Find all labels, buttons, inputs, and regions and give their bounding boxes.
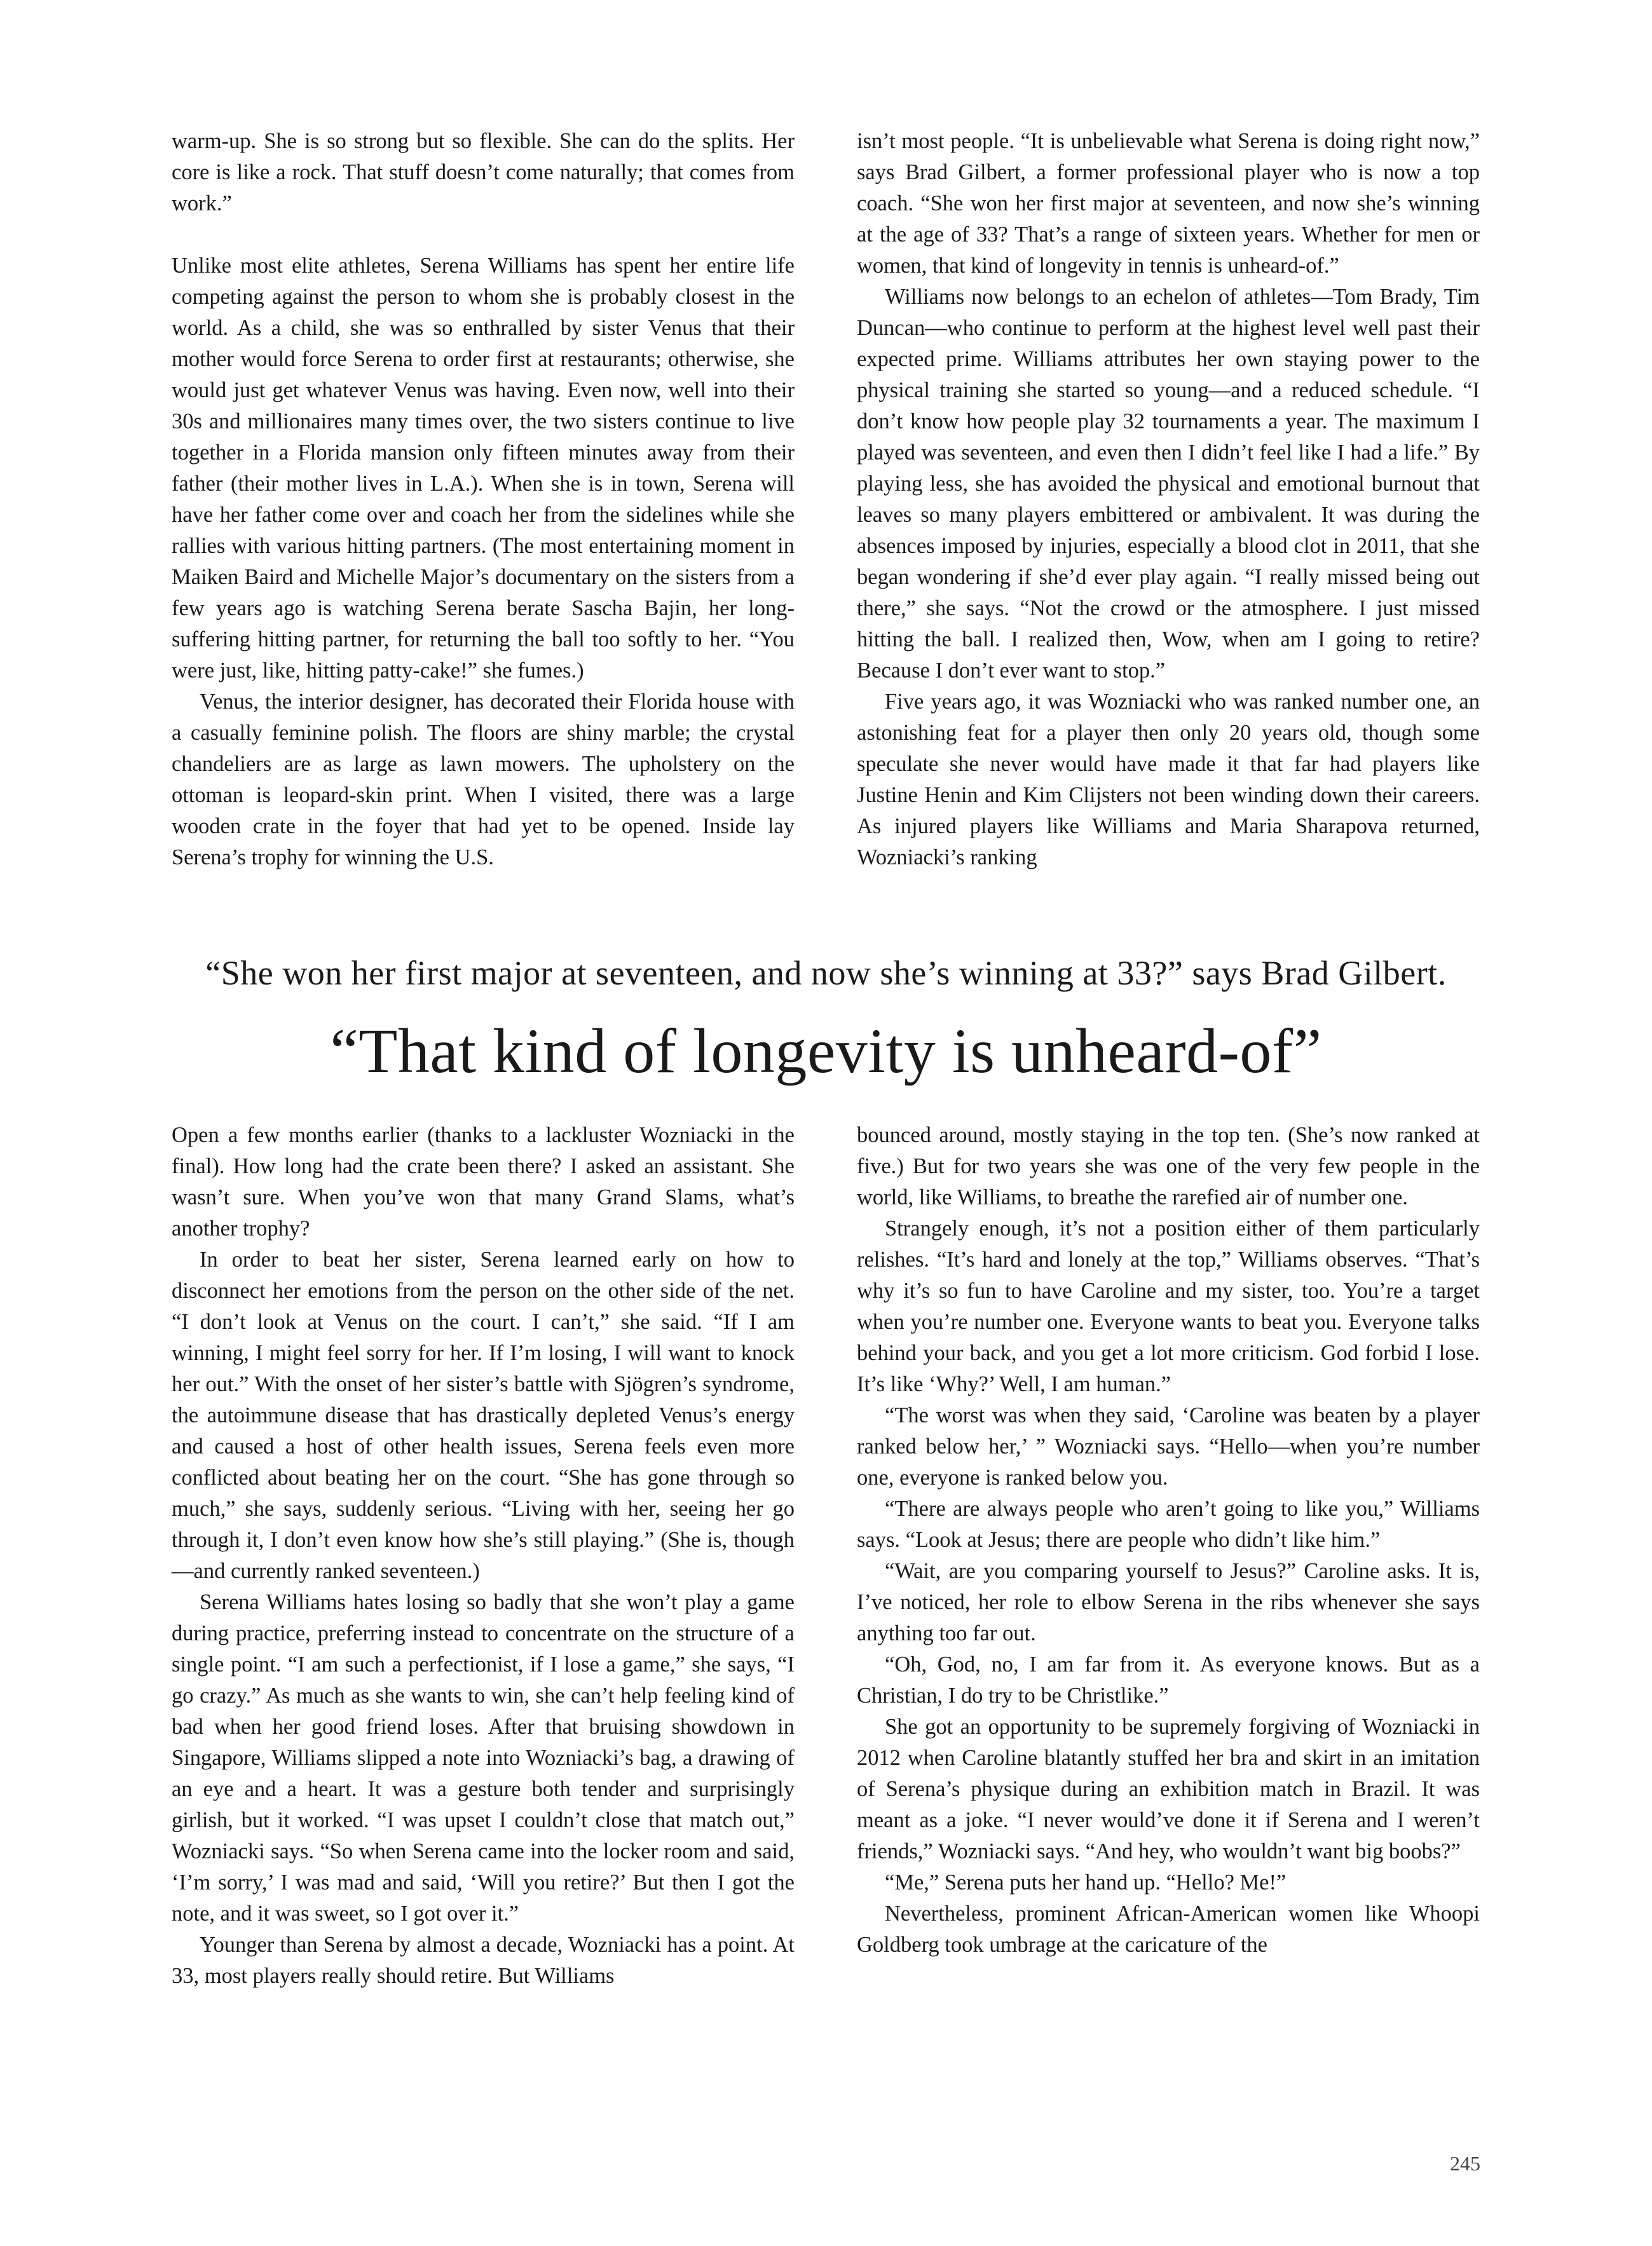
article-column-top-right (857, 126, 1480, 873)
paragraph: In order to beat her sister, Serena learned early on how to disconnect her emotions from the person on the other side of the net. “I don’t look at Venus on the court. I can’t,” she said. “If I am winning, I might feel sorry for her. If I’m losing, I will want to knock her out.” With the onset of her sister’s battle with Sjögren’s syndrome, the autoimmune disease that has drastically depleted Venus’s energy and caused a host of other health issues, Serena feels even more conflicted about beating her on the court. “She has gone through so much,” she says, suddenly serious. “Living with her, seeing her go through it, I don’t even know how she’s still playing.” (She is, though—and currently ranked seventeen.) (172, 1248, 795, 1583)
paragraph: “The worst was when they said, ‘Caroline was beaten by a player ranked below her,’ ” Wozniacki says. “Hello—when you’re number one, everyone is ranked below you. (857, 1403, 1480, 1490)
paragraph: isn’t most people. “It is unbelievable what Serena is doing right now,” says Brad Gilbert, a former professional player who is now a top coach. “She won her first major at seventeen, and now she’s winning at the age of 33? That’s a range of sixteen years. Whether for men or women, that kind of longevity in tennis is unheard-of.” (857, 129, 1480, 278)
paragraph: Venus, the interior designer, has decorated their Florida house with a casually feminine polish. The floors are shiny marble; the crystal chandeliers are as large as lawn mowers. The upholstery on the ottoman is leopard-skin print. When I visited, there was a large wooden crate in the foyer that had yet to be opened. Inside lay Serena’s trophy for winning the U.S. (172, 690, 795, 869)
paragraph: Serena Williams hates losing so badly that she won’t play a game during practice, preferring instead to concentrate on the structure of a single point. “I am such a perfectionist, if I lose a game,” she says, “I go crazy.” As much as she wants to win, she can’t help feeling kind of bad when her good friend loses. After that bruising showdown in Singapore, Williams slipped a note into Wozniacki’s bag, a drawing of an eye and a heart. It was a gesture both tender and surprisingly girlish, but it worked. “I was upset I couldn’t close that match out,” Wozniacki says. “So when Serena came into the locker room and said, ‘I’m sorry,’ I was mad and said, ‘Will you retire?’ But then I got the note, and it was sweet, so I got over it.” (172, 1590, 795, 1926)
paragraph: Williams now belongs to an echelon of athletes—Tom Brady, Tim Duncan—who continue to perform at the highest level well past their expected prime. Williams attributes her own staying power to the physical training she started so young—and a reduced schedule. “I don’t know how people play 32 tournaments a year. The maximum I played was seventeen, and even then I didn’t feel like I had a life.” By playing less, she has avoided the physical and emotional burnout that leaves so many players embittered or ambivalent. It was during the absences imposed by injuries, especially a blood clot in 2011, that she began wondering if she’d ever play again. “I really missed being out there,” she says. “Not the crowd or the atmosphere. I just missed hitting the ball. I realized then, Wow, when am I going to retire? Because I don’t ever want to stop.” (857, 285, 1480, 683)
paragraph: Unlike most elite athletes, Serena Williams has spent her entire life competing against the person to whom she is probably closest in the world. As a child, she was so enthralled by sister Venus that their mother would force Serena to order first at restaurants; otherwise, she would just get whatever Venus was having. Even now, well into their 30s and millionaires many times over, the two sisters continue to live together in a Florida mansion only fifteen minutes away from their father (their mother lives in L.A.). When she is in town, Serena will have her father come over and coach her from the sidelines while she rallies with various hitting partners. (The most entertaining moment in Maiken Baird and Michelle Major’s documentary on the sisters from a few years ago is watching Serena berate Sascha Bajin, her long-suffering hitting partner, for returning the ball too softly to her. “You were just, like, hitting patty-cake!” she fumes.) (172, 254, 795, 683)
paragraph: bounced around, mostly staying in the top ten. (She’s now ranked at five.) But for two years she was one of the very few people in the world, like Williams, to breathe the rarefied air of number one. (857, 1123, 1480, 1209)
paragraph: “Me,” Serena puts her hand up. “Hello? Me!” (885, 1870, 1287, 1895)
paragraph: warm-up. She is so strong but so flexible. She can do the splits. Her core is like a rock. That stuff doesn’t come naturally; that comes from work.” (172, 129, 795, 215)
pull-quote-attribution: “She won her first major at seventeen, and now she’s winning at 33?” says Brad Gilbert. (205, 954, 1447, 992)
pull-quote-headline: “That kind of longevity is unheard-of” (330, 1016, 1322, 1086)
article-column-bottom-right (857, 1120, 1480, 1961)
paragraph: Strangely enough, it’s not a position either of them particularly relishes. “It’s hard and lonely at the top,” Williams observes. “That’s why it’s so fun to have Caroline and my sister, too. You’re a target when you’re number one. Everyone wants to beat you. Everyone talks behind your back, and you get a lot more criticism. God forbid I lose. It’s like ‘Why?’ Well, I am human.” (857, 1216, 1480, 1396)
paragraph: Open a few months earlier (thanks to a lackluster Wozniacki in the final). How long had the crate been there? I asked an assistant. She wasn’t sure. When you’ve won that many Grand Slams, what’s another trophy? (172, 1123, 795, 1241)
paragraph: She got an opportunity to be supremely forgiving of Wozniacki in 2012 when Caroline blatantly stuffed her bra and skirt in an imitation of Serena’s physique during an exhibition match in Brazil. It was meant as a joke. “I never would’ve done it if Serena and I weren’t friends,” Wozniacki says. “And hey, who wouldn’t want big boobs?” (857, 1715, 1480, 1863)
paragraph: Five years ago, it was Wozniacki who was ranked number one, an astonishing feat for a player then only 20 years old, though some speculate she never would have made it that far had players like Justine Henin and Kim Clijsters not been winding down their careers. As injured players like Williams and Maria Sharapova returned, Wozniacki’s ranking (857, 690, 1480, 869)
article-column-top-left (172, 126, 795, 873)
page-number: 245 (1450, 2152, 1480, 2175)
article-column-bottom-left (172, 1120, 795, 1992)
paragraph: “Wait, are you comparing yourself to Jesus?” Caroline asks. It is, I’ve noticed, her role to elbow Serena in the ribs whenever she says anything too far out. (857, 1559, 1480, 1645)
paragraph: “There are always people who aren’t going to like you,” Williams says. “Look at Jesus; there are people who didn’t like him.” (857, 1497, 1480, 1552)
paragraph: “Oh, God, no, I am far from it. As everyone knows. But as a Christian, I do try to be Christlike.” (857, 1652, 1480, 1708)
paragraph: Nevertheless, prominent African-American women like Whoopi Goldberg took umbrage at the caricature of the (857, 1902, 1480, 1957)
paragraph: Younger than Serena by almost a decade, Wozniacki has a point. At 33, most players really should retire. But Williams (172, 1933, 795, 1988)
